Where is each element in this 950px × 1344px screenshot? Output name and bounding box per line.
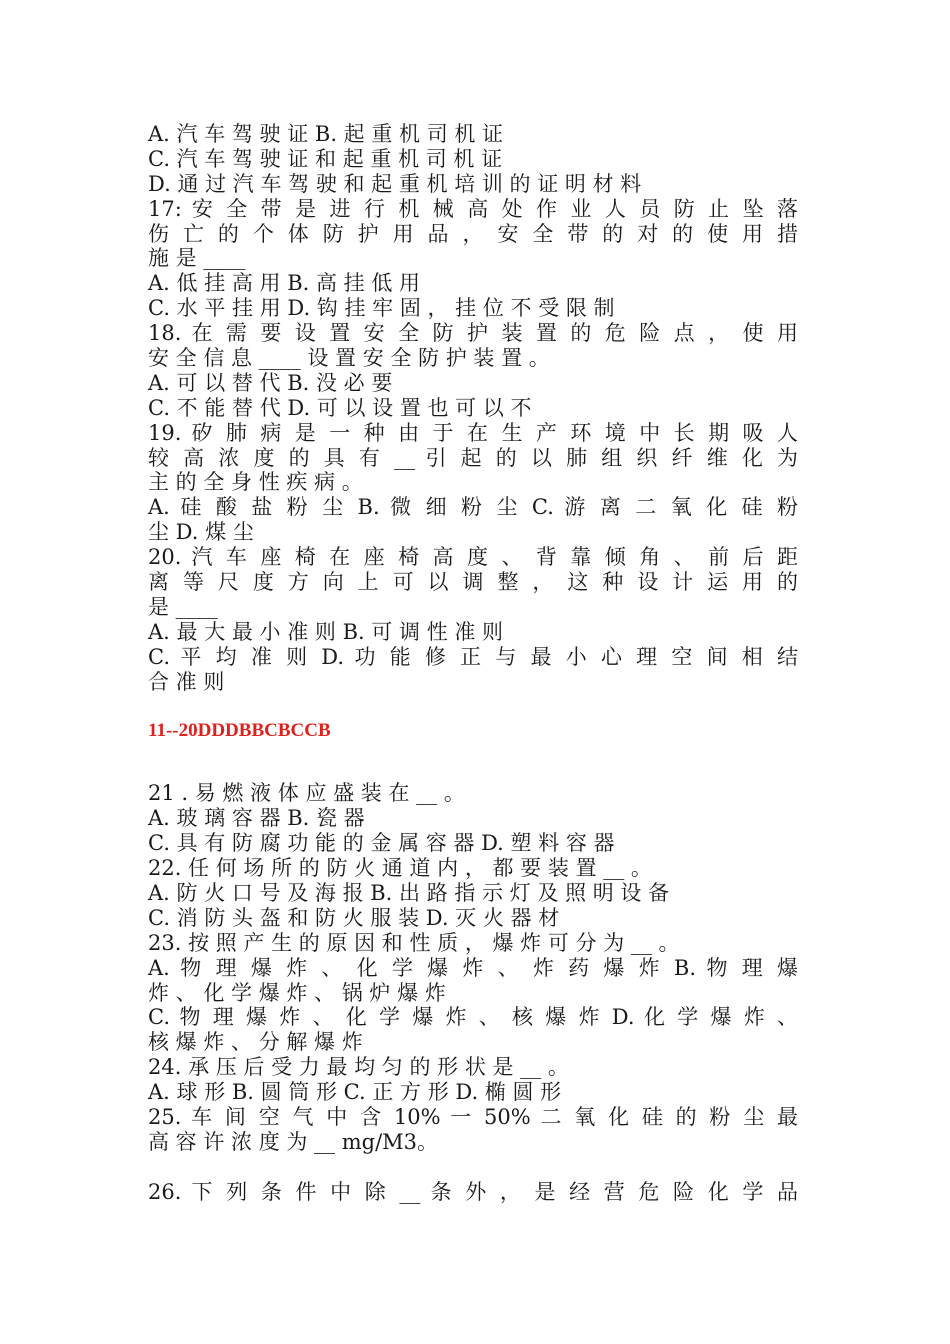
text-line: 23. 按 照 产 生 的 原 因 和 性 质 ， 爆 炸 可 分 为 __ 。 [148,930,680,955]
text-line: 25. 车 间 空 气 中 含 10% 一 50% 二 氧 化 硅 的 粉 尘 最 [148,1104,798,1129]
spacer [148,744,798,769]
text-line: C. 水 平 挂 用 D. 钩 挂 牢 固 ， 挂 位 不 受 限 制 [148,296,615,321]
document-body [148,122,798,1205]
text-line: C. 物 理 爆 炸 、 化 学 爆 炸 、 核 爆 炸 D. 化 学 爆 炸 、 [148,1005,798,1030]
text-line: 伤 亡 的 个 体 防 护 用 品 ， 安 全 带 的 对 的 使 用 措 [148,221,798,246]
text-line: 17: 安 全 带 是 进 行 机 械 高 处 作 业 人 员 防 止 坠 落 [148,196,798,221]
text-line: C. 平 均 准 则 D. 功 能 修 正 与 最 小 心 理 空 间 相 结 [148,644,798,669]
questions-block-26 [148,1180,798,1205]
text-line: 18. 在 需 要 设 置 安 全 防 护 装 置 的 危 险 点 ， 使 用 [148,321,798,346]
text-line: A. 最 大 最 小 准 则 B. 可 调 性 准 则 [148,619,504,644]
text-line: C. 消 防 头 盔 和 防 火 服 装 D. 灭 火 器 材 [148,905,560,930]
text-line: 19. 矽 肺 病 是 一 种 由 于 在 生 产 环 境 中 长 期 吸 人 [148,420,798,445]
questions-block-16-20 [148,122,798,694]
spacer [148,769,798,781]
text-line: 20. 汽 车 座 椅 在 座 椅 高 度 、 背 靠 倾 角 、 前 后 距 [148,545,798,570]
text-line: 离 等 尺 度 方 向 上 可 以 调 整 ， 这 种 设 计 运 用 的 [148,570,798,595]
spacer [148,694,798,719]
questions-block-21-25 [148,781,798,1154]
text-line: 24. 承 压 后 受 力 最 均 匀 的 形 状 是 __ 。 [148,1055,569,1080]
text-line: 26. 下 列 条 件 中 除 __ 条 外 ， 是 经 营 危 险 化 学 品 [148,1179,798,1204]
text-line: C. 汽 车 驾 驶 证 和 起 重 机 司 机 证 [148,146,503,171]
spacer [148,1155,798,1180]
text-line: A. 玻 璃 容 器 B. 瓷 器 [148,806,365,831]
text-line: C. 不 能 替 代 D. 可 以 设 置 也 可 以 不 [148,395,532,420]
text-line: 施 是 ____ [148,246,246,271]
text-line: 炸 、 化 学 爆 炸 、 锅 炉 爆 炸 [148,980,446,1005]
text-line: A. 可 以 替 代 B. 没 必 要 [148,370,393,395]
text-line: A. 球 形 B. 圆 筒 形 C. 正 方 形 D. 椭 圆 形 [148,1080,562,1105]
text-line: A. 防 火 口 号 及 海 报 B. 出 路 指 示 灯 及 照 明 设 备 [148,880,670,905]
text-line: A. 物 理 爆 炸 、 化 学 爆 炸 、 炸 药 爆 炸 B. 物 理 爆 [148,955,798,980]
text-line: 高 容 许 浓 度 为 __ mg/M3。 [148,1129,439,1154]
text-line: A. 汽 车 驾 驶 证 B. 起 重 机 司 机 证 [148,122,504,146]
text-line: 安 全 信 息 ____ 设 置 安 全 防 护 装 置 。 [148,346,550,371]
text-line: 合 准 则 [148,669,225,694]
text-line: 主 的 全 身 性 疾 病 。 [148,470,363,495]
text-line: C. 具 有 防 腐 功 能 的 金 属 容 器 D. 塑 料 容 器 [148,831,615,856]
text-line: A. 低 挂 高 用 B. 高 挂 低 用 [148,271,421,296]
text-line: D. 通 过 汽 车 驾 驶 和 起 重 机 培 训 的 证 明 材 料 [148,171,642,196]
answer-key: 11--20DDDBBCBCCB [148,720,331,742]
text-line: 尘 D. 煤 尘 [148,520,254,545]
text-line: 核 爆 炸 、 分 解 爆 炸 [148,1030,363,1055]
text-line: 是 ____ [148,594,218,619]
text-line: 22. 任 何 场 所 的 防 火 通 道 内 ， 都 要 装 置 __ 。 [148,856,652,881]
text-line: 较 高 浓 度 的 具 有 __ 引 起 的 以 肺 组 织 纤 维 化 为 [148,445,798,470]
text-line: A. 硅 酸 盐 粉 尘 B. 微 细 粉 尘 C. 游 离 二 氧 化 硅 粉 [148,495,798,520]
text-line: 21 . 易 燃 液 体 应 盛 装 在 __ 。 [148,781,465,806]
